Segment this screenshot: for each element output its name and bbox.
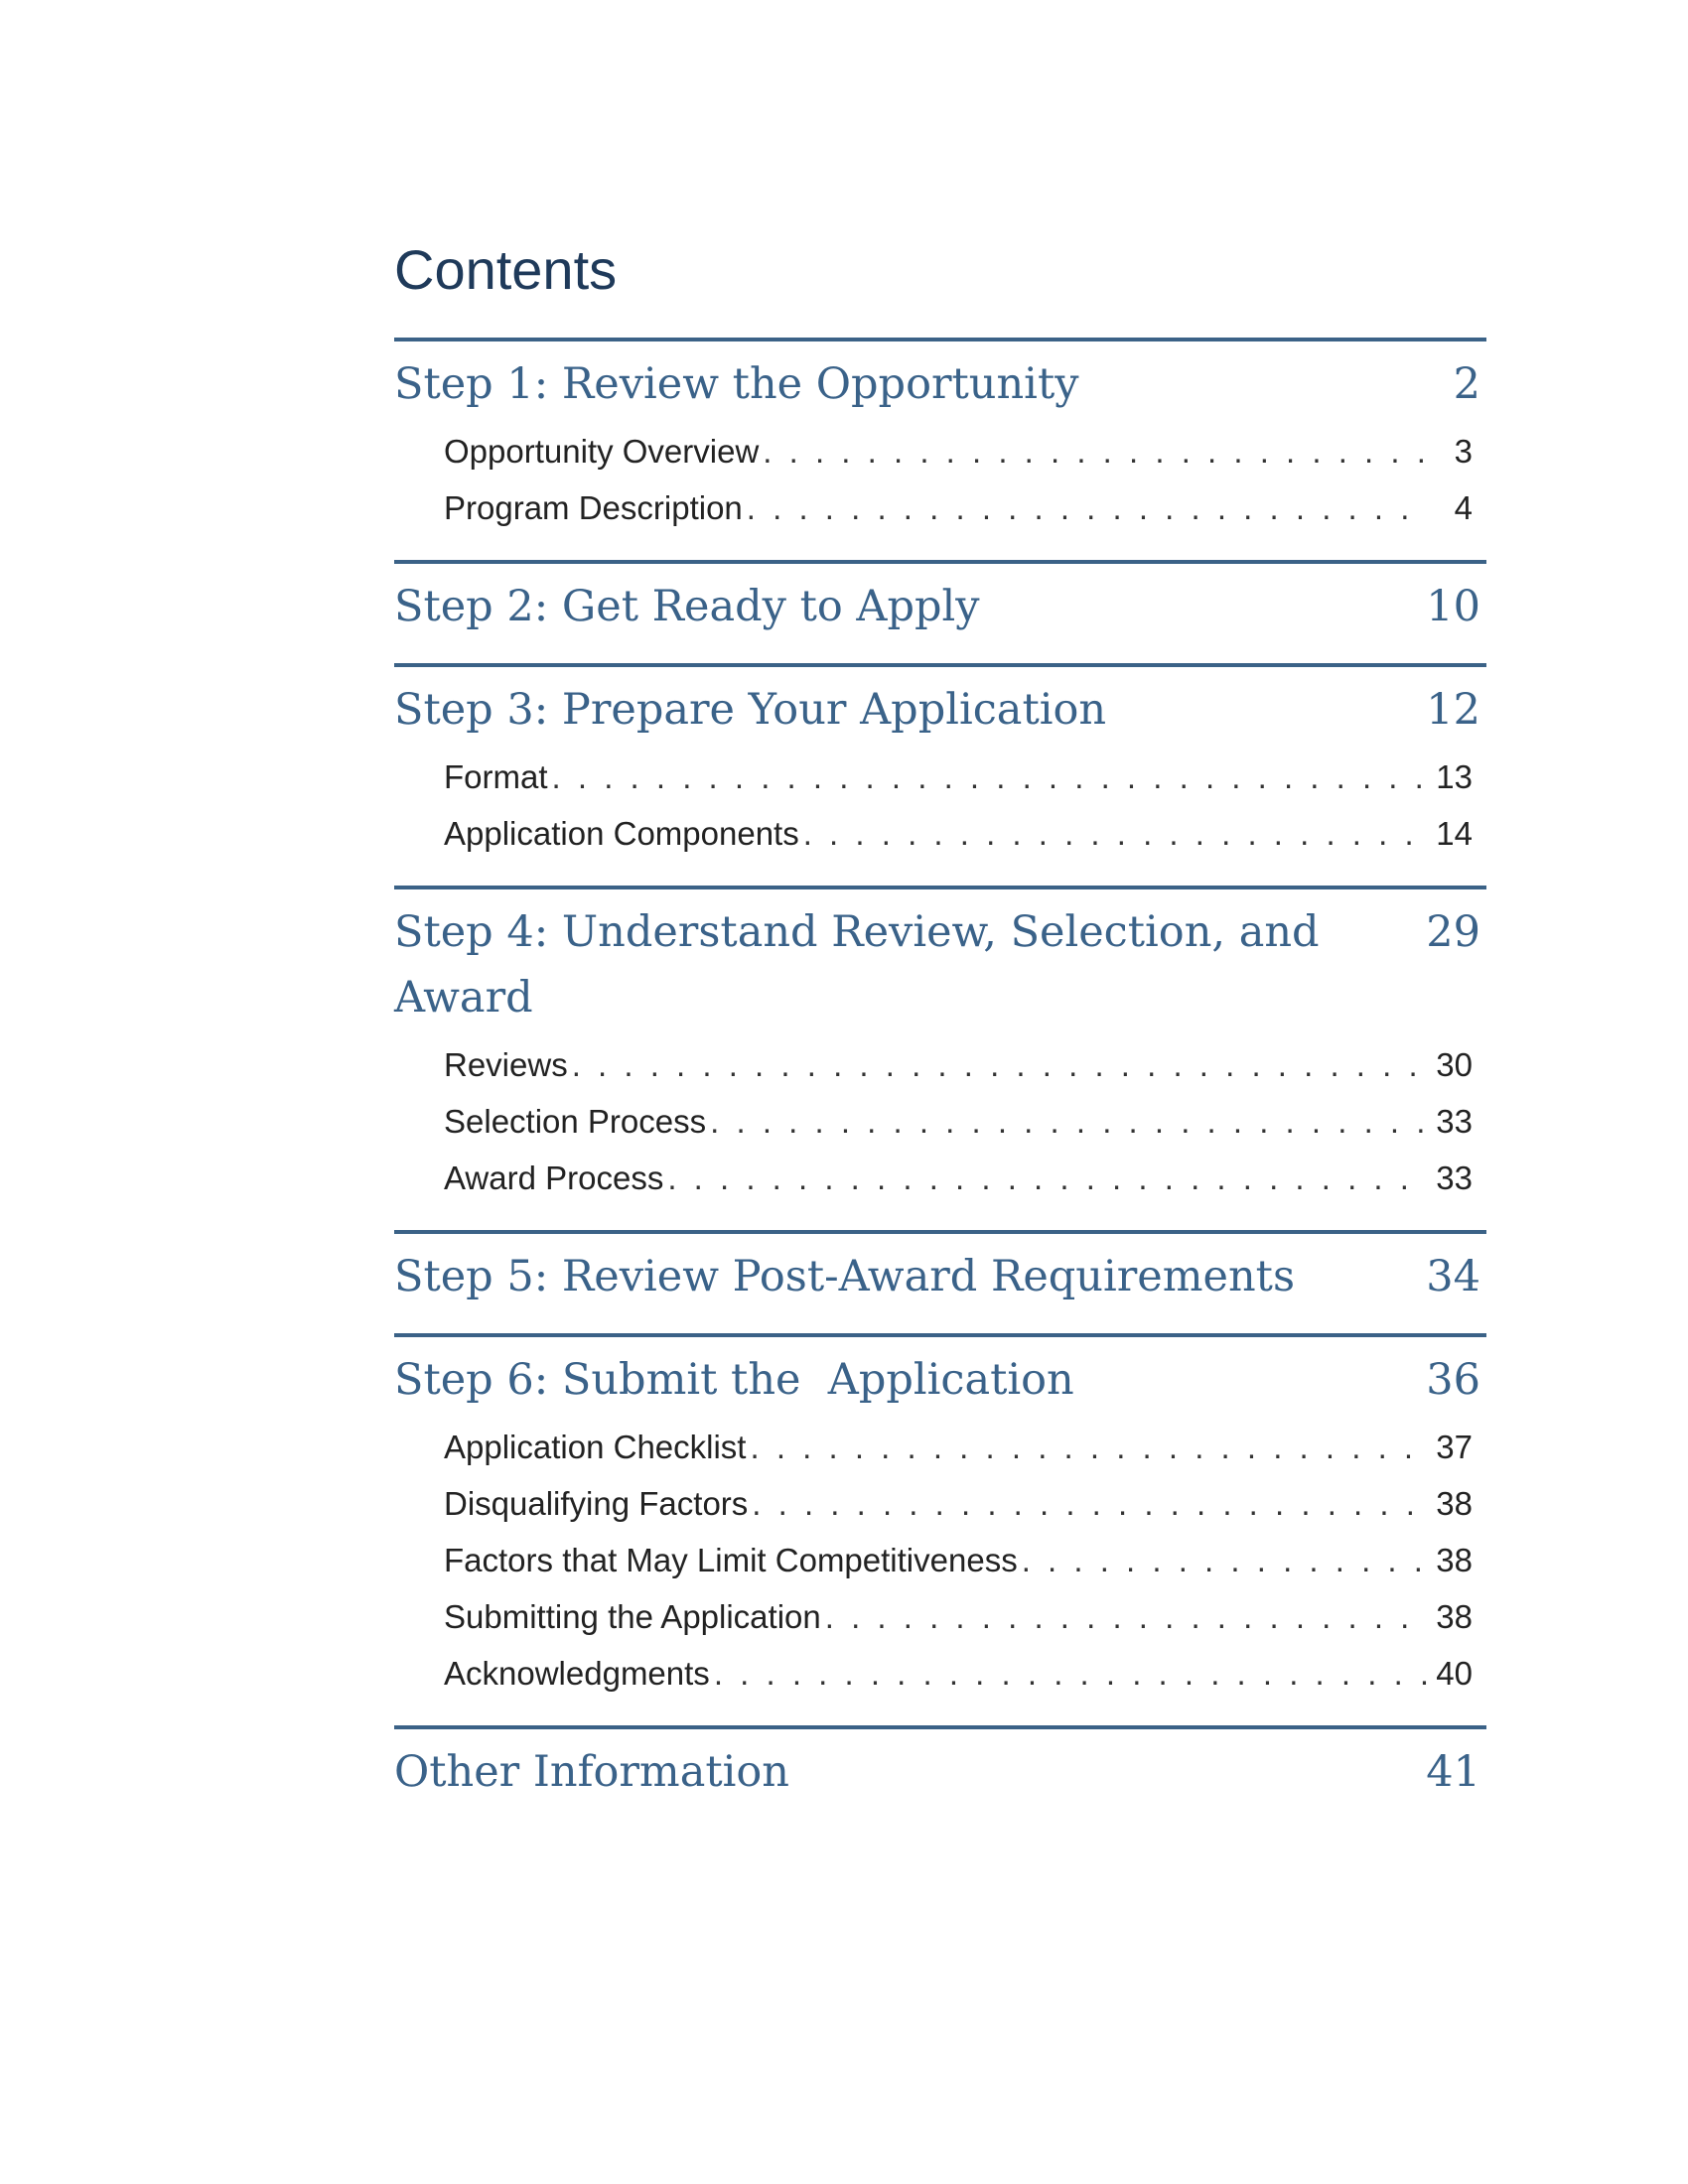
step-page-number: 10: [1426, 582, 1480, 631]
dot-leader: [572, 1036, 1429, 1093]
dot-leader: [803, 805, 1429, 862]
subsection-page-number: 33: [1436, 1103, 1473, 1140]
step-title: Step 3: Prepare Your Application: [394, 685, 1107, 735]
toc-subsection-link[interactable]: [444, 1036, 1486, 1093]
subsection-page-number: 13: [1436, 758, 1473, 795]
subsection-title: Application Components: [444, 815, 799, 852]
toc-subsection-list: [394, 749, 1486, 862]
toc-subsection-list: [394, 1036, 1486, 1206]
step-title: Step 4: Understand Review, Selection, and Award: [394, 907, 1320, 1023]
step-title: Step 2: Get Ready to Apply: [394, 582, 980, 631]
dot-leader: [747, 479, 1429, 536]
dot-leader: [552, 749, 1429, 805]
step-title: Step 6: Submit the Application: [394, 1355, 1074, 1405]
toc-subsection-link[interactable]: [444, 1532, 1486, 1588]
toc-step-link[interactable]: [394, 1739, 1486, 1805]
subsection-title: Award Process: [444, 1160, 664, 1196]
toc-section: [394, 1333, 1486, 1725]
toc-subsection-link[interactable]: [444, 1093, 1486, 1150]
dot-leader: [714, 1645, 1429, 1702]
toc-step-link[interactable]: [394, 677, 1486, 743]
toc-section: [394, 1230, 1486, 1333]
subsection-title: Acknowledgments: [444, 1655, 710, 1692]
toc-step-link[interactable]: [394, 899, 1486, 1030]
step-page-number: 29: [1426, 907, 1480, 957]
dot-leader: [710, 1093, 1429, 1150]
toc-step-link[interactable]: [394, 351, 1486, 417]
toc-section: [394, 886, 1486, 1230]
dot-leader: [752, 1475, 1429, 1532]
toc-subsection-link[interactable]: [444, 1475, 1486, 1532]
dot-leader: [1022, 1532, 1429, 1588]
toc-subsection-link[interactable]: [444, 805, 1486, 862]
subsection-title: Factors that May Limit Competitiveness: [444, 1542, 1018, 1578]
toc-step-link[interactable]: [394, 1347, 1486, 1413]
toc-subsection-link[interactable]: [444, 1419, 1486, 1475]
toc-section: [394, 663, 1486, 886]
step-title: Step 1: Review the Opportunity: [394, 359, 1079, 409]
toc-subsection-link[interactable]: [444, 423, 1486, 479]
dot-leader: [667, 1150, 1429, 1206]
subsection-page-number: 14: [1436, 815, 1473, 852]
subsection-title: Application Checklist: [444, 1429, 747, 1465]
toc-subsection-list: [394, 1419, 1486, 1702]
toc-subsection-link[interactable]: [444, 1588, 1486, 1645]
subsection-title: Format: [444, 758, 548, 795]
subsection-title: Opportunity Overview: [444, 433, 760, 470]
step-title: Other Information: [394, 1747, 789, 1797]
dot-leader: [825, 1588, 1429, 1645]
dot-leader: [763, 423, 1429, 479]
step-page-number: 36: [1426, 1355, 1480, 1405]
subsection-page-number: 30: [1436, 1046, 1473, 1083]
subsection-page-number: 3: [1454, 433, 1473, 470]
toc-step-link[interactable]: [394, 574, 1486, 639]
subsection-title: Selection Process: [444, 1103, 707, 1140]
dot-leader: [750, 1419, 1429, 1475]
toc-section: [394, 1725, 1486, 1805]
toc-subsection-link[interactable]: [444, 1645, 1486, 1702]
toc-subsection-list: [394, 423, 1486, 536]
subsection-page-number: 4: [1454, 489, 1473, 526]
toc-subsection-link[interactable]: [444, 1150, 1486, 1206]
table-of-contents: [394, 234, 1486, 1805]
toc-section: [394, 338, 1486, 560]
toc-subsection-link[interactable]: [444, 749, 1486, 805]
subsection-title: Submitting the Application: [444, 1598, 821, 1635]
step-page-number: 34: [1426, 1252, 1480, 1301]
subsection-page-number: 37: [1436, 1429, 1473, 1465]
subsection-page-number: 38: [1436, 1485, 1473, 1522]
step-title: Step 5: Review Post-Award Requirements: [394, 1252, 1296, 1301]
toc-section: [394, 560, 1486, 663]
subsection-title: Disqualifying Factors: [444, 1485, 749, 1522]
subsection-page-number: 33: [1436, 1160, 1473, 1196]
subsection-page-number: 38: [1436, 1598, 1473, 1635]
toc-subsection-link[interactable]: [444, 479, 1486, 536]
subsection-title: Program Description: [444, 489, 743, 526]
subsection-page-number: 38: [1436, 1542, 1473, 1578]
subsection-title: Reviews: [444, 1046, 568, 1083]
step-page-number: 2: [1453, 359, 1480, 409]
step-page-number: 41: [1426, 1747, 1480, 1797]
step-page-number: 12: [1426, 685, 1480, 735]
page-title: Contents: [394, 238, 618, 301]
subsection-page-number: 40: [1436, 1655, 1473, 1692]
toc-step-link[interactable]: [394, 1244, 1486, 1309]
